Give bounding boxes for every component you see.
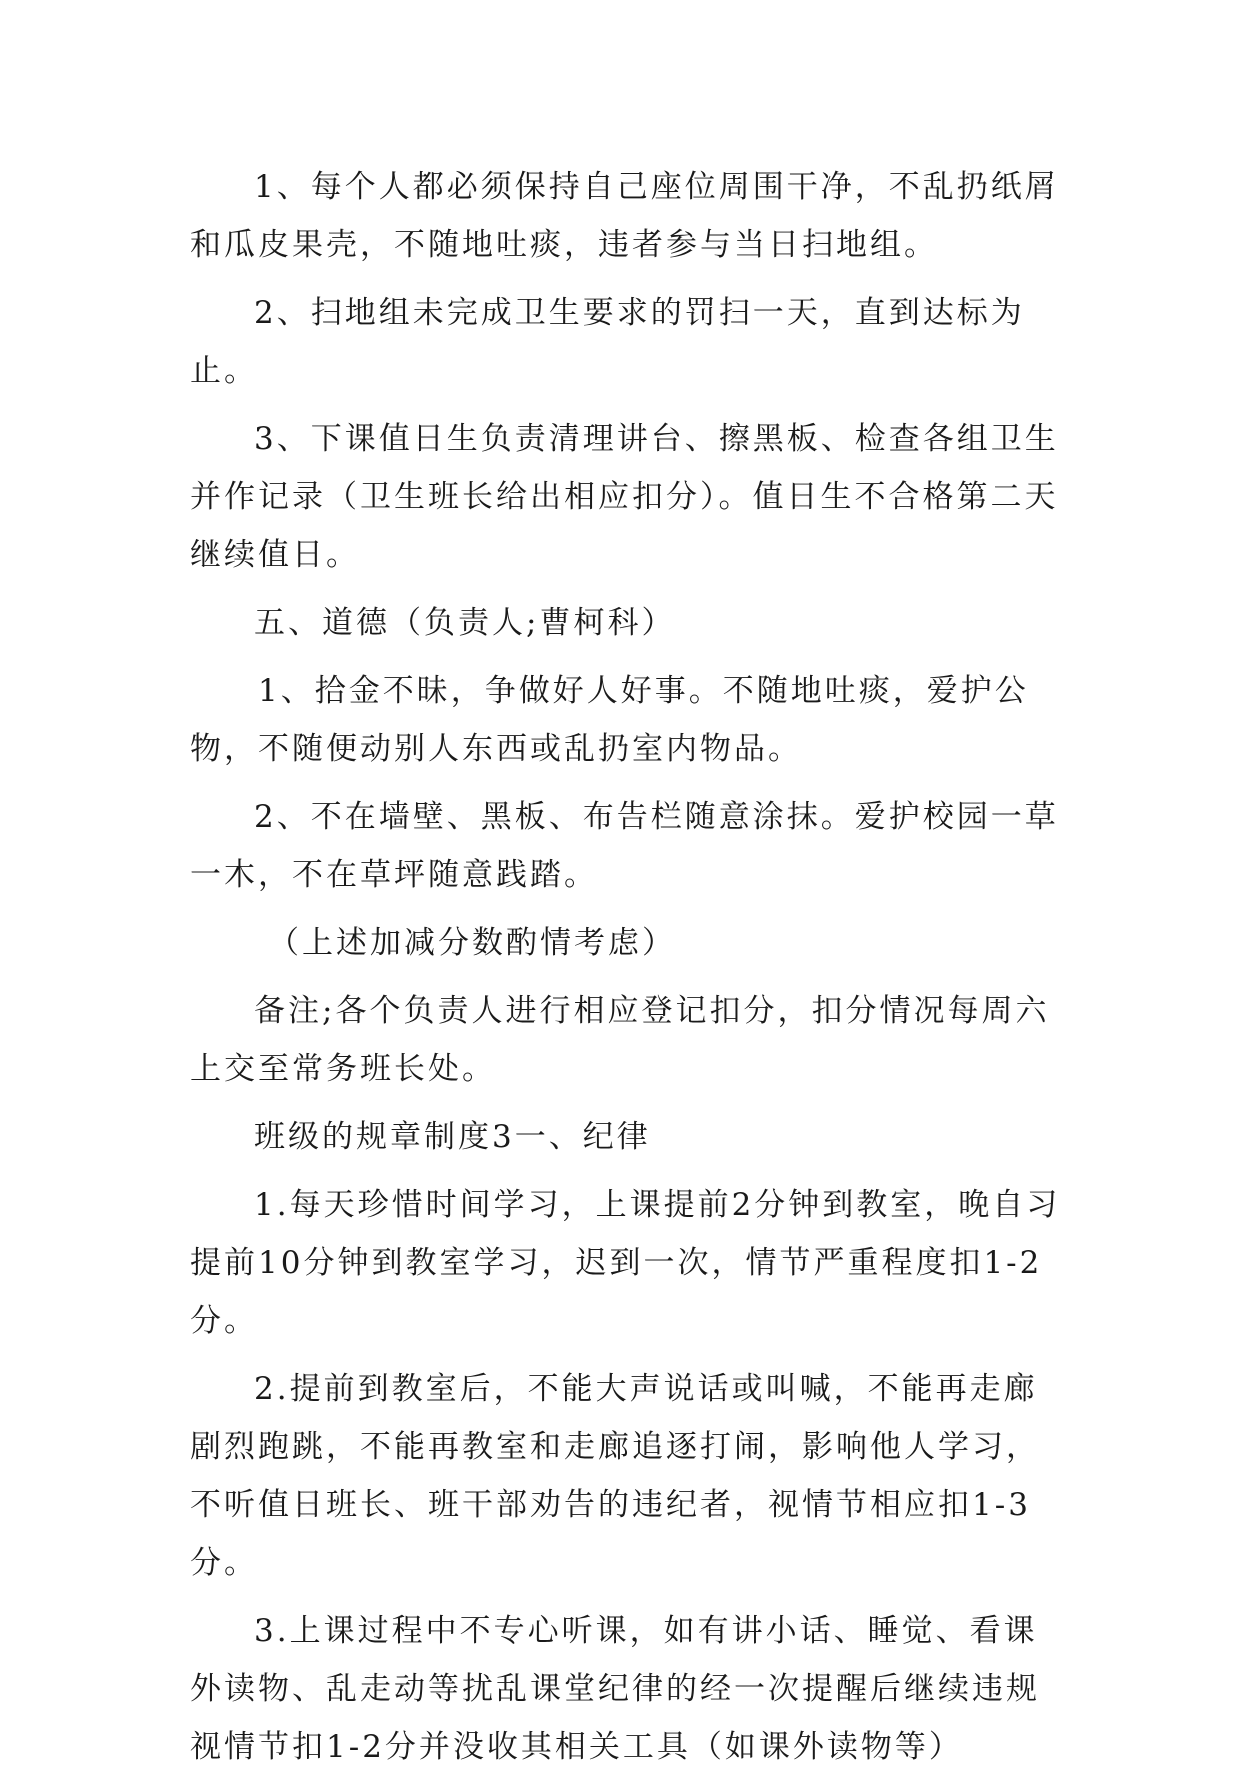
section-subtitle: 一、纪律 [514, 1119, 651, 1155]
paragraph-hygiene-3: 3、下课值日生负责清理讲台、擦黑板、检查各组卫生并作记录（卫生班长给出相应扣分）。值日生不合格第二天继续值日。 [190, 421, 1059, 573]
paragraph-hygiene-1: 1、每个人都必须保持自己座位周围干净，不乱扔纸屑和瓜皮果壳，不随地吐痰，违者参与当日扫地组。 [190, 169, 1059, 263]
paragraph-morality-1: 1、拾金不昧，争做好人好事。不随地吐痰，爱护公物，不随便动别人东西或乱扔室内物品。 [190, 673, 1029, 767]
document-body [190, 158, 1070, 1786]
paragraph-discipline-3: 3.上课过程中不专心听课，如有讲小话、睡觉、看课外读物、乱走动等扰乱课堂纪律的经一次提醒后继续违规视情节扣1-2分并没收其相关工具（如课外读物等） [190, 1613, 1040, 1765]
section-title: 班级的规章制度3 [254, 1119, 515, 1155]
section-morality-heading: 五、道德（负责人;曹柯科） [254, 605, 676, 641]
paragraph-remarks: 备注;各个负责人进行相应登记扣分，扣分情况每周六上交至常务班长处。 [190, 993, 1050, 1087]
section-heading-rules-3 [190, 1108, 1070, 1166]
paragraph-hygiene-2: 2、扫地组未完成卫生要求的罚扫一天，直到达标为止。 [190, 295, 1025, 389]
paragraph-morality-2: 2、不在墙壁、黑板、布告栏随意涂抹。爱护校园一草一木，不在草坪随意践踏。 [190, 799, 1059, 893]
paragraph-note-scores: （上述加减分数酌情考虑） [268, 925, 676, 961]
paragraph-discipline-2: 2.提前到教室后，不能大声说话或叫喊，不能再走廊剧烈跑跳，不能再教室和走廊追逐打闹，影响他人学习，不听值日班长、班干部劝告的违纪者，视情节相应扣1-3分。 [190, 1371, 1040, 1581]
paragraph-discipline-1: 1.每天珍惜时间学习，上课提前2分钟到教室，晚自习提前10分钟到教室学习，迟到一次，情节严重程度扣1-2分。 [190, 1187, 1061, 1339]
